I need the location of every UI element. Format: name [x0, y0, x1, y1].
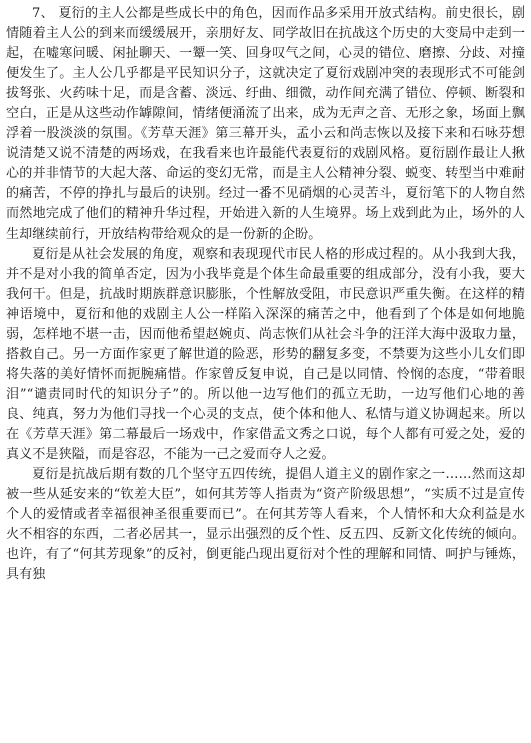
paragraph-2: 夏衍是从社会发展的角度，观察和表现现代市民人格的形成过程的。从小我到大我，并不是对小我的简单否定，因为小我毕竟是个体生命最重要的组成部分，没有小我，要大我何干。但是，抗战时期族群意识膨胀，个性解放受阻，市民意识严重失衡。在这样的精神语境中，夏衍和他的戏剧主人公一样陷入深深的痛苦之中，他看到了个体是如何地脆弱，怎样地不堪一击，因而他希望赵婉贞、尚志恢们从社会斗争的汪洋大海中汲取力量，搭救自己。另一方面作家更了解世道的险恶，形势的翻复多变，不禁要为这些小儿女们即将失落的美好情怀而扼腕痛惜。作家曾反复申说，自己是以同情、怜悯的态度，“带着眼泪”“谴责同时代的知识分子”的。所以他一边写他们的孤立无助，一边写他们心地的善良、纯真，努力为他们寻找一个心灵的支点，使个体和他人、私情与道义协调起来。所以在《芳草天涯》第二幕最后一场戏中，作家借孟文秀之口说，每个人都有可爱之处，爱的真义不是狭隘，而是容忍，不能为一己之爱而夺人之爱。: [6, 246, 525, 463]
paragraph-3: 夏衍是抗战后期有数的几个坚守五四传统，提倡人道主义的剧作家之一……然而这却被一些从延安来的“钦差大臣”，如何其芳等人指责为“资产阶级思想”，“实质不过是宣传个人的爱情或者幸福很神圣很重要而已”。在何其芳等人看来，个人情怀和大众利益是水火不相容的东西，二者必居其一，显示出强烈的反个性、反五四、反新文化传统的倾向。也许，有了“何其芳现象”的反衬，倒更能凸现出夏衍对个性的理解和同情、呵护与锤炼，具有独: [6, 467, 525, 583]
paragraph-1: 7、 夏衍的主人公都是些成长中的角色，因而作品多采用开放式结构。前史很长，剧情随着主人公的到来而缓缓展开，亲朋好友、同学故旧在抗战这个历史的大变局中走到一起，在嘘寒问暖、闲扯聊天、一颦一笑、回身叹气之间，心灵的错位、磨擦、分歧、对撞便发生了。主人公几乎都是平民知识分子，这就决定了夏衍戏剧冲突的表现形式不可能剑拔弩张、火药味十足，而是含蓄、淡远、纡曲、细微，动作间充满了错位、停顿、断裂和空白，正是从这些动作罅隙间，情绪便涌流了出来，成为无声之音、无形之象，场面上飘浮着一股淡淡的氛围。《芳草天涯》第三幕开头，孟小云和尚志恢以及接下来和石咏芬想说清楚又说不清楚的两场戏，在我看来也许最能代表夏衍的戏剧风格。夏衍剧作最让人揪心的并非情节的大起大落、命运的变幻无常，而是主人公精神分裂、蜕变、转型当中难耐的痛苦，不停的挣扎与最后的诀别。经过一番不见硝烟的心灵苦斗，夏衍笔下的人物自然而然地完成了他们的精神升华过程，开始进入新的人生境界。场上戏到此为止，场外的人生却继续前行，开放结构带给观众的是一份新的企盼。: [6, 6, 525, 242]
